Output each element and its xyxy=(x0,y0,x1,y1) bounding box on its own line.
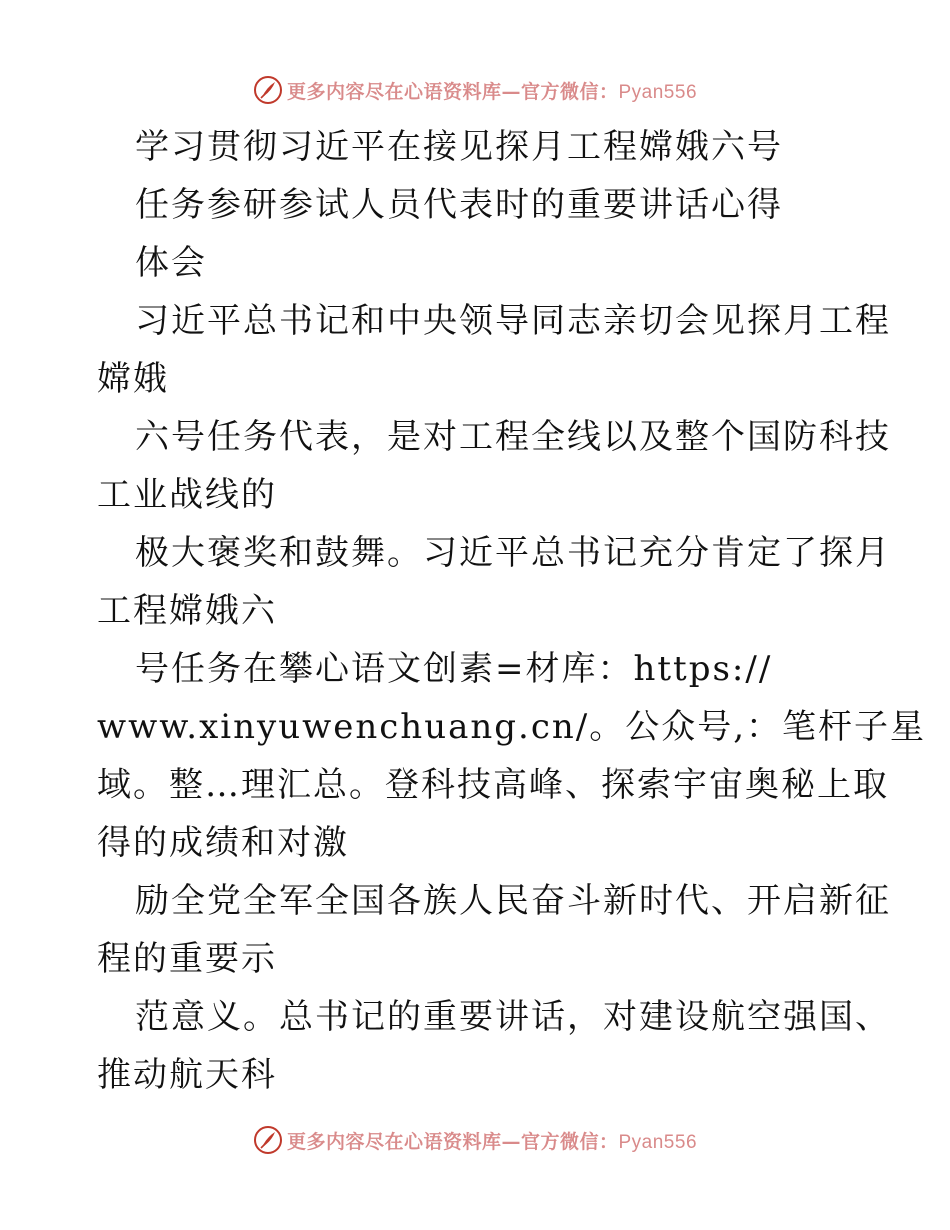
footer-banner xyxy=(0,1120,950,1160)
text-line: 习近平总书记和中央领导同志亲切会见探月工程 xyxy=(135,301,891,341)
text-line: 推动航天科 xyxy=(97,1055,277,1095)
text-line: 励全党全军全国各族人民奋斗新时代、开启新征 xyxy=(135,881,891,921)
text-line: 域。整…理汇总。登科技高峰、探索宇宙奥秘上取 xyxy=(97,765,889,805)
header-banner xyxy=(0,70,950,110)
footer-wechat-id: Pyan556 xyxy=(618,1131,698,1153)
text-line: 号任务在攀心语文创素=材库：https:// xyxy=(135,649,773,689)
header-wechat-id: Pyan556 xyxy=(618,81,698,103)
header-banner-text: 更多内容尽在心语资料库—官方微信：Pyan556 xyxy=(286,80,698,103)
text-line: 程的重要示 xyxy=(97,939,277,979)
text-line: 得的成绩和对激 xyxy=(97,823,349,863)
text-line: www.xinyuwenchuang.cn/。公众号,：笔杆子星 xyxy=(97,707,927,747)
quill-pen-icon xyxy=(253,75,283,105)
quill-pen-icon xyxy=(253,1125,283,1155)
text-line: 六号任务代表，是对工程全线以及整个国防科技 xyxy=(135,417,891,457)
text-line: 任务参研参试人员代表时的重要讲话心得 xyxy=(135,185,783,225)
text-line: 工程嫦娥六 xyxy=(97,591,277,631)
document-body xyxy=(97,118,927,1104)
text-line: 学习贯彻习近平在接见探月工程嫦娥六号 xyxy=(135,127,783,167)
text-line: 极大褒奖和鼓舞。习近平总书记充分肯定了探月 xyxy=(135,533,891,573)
text-line: 体会 xyxy=(135,243,207,283)
text-line: 范意义。总书记的重要讲话，对建设航空强国、 xyxy=(135,997,891,1037)
text-line: 嫦娥 xyxy=(97,359,169,399)
footer-banner-text: 更多内容尽在心语资料库—官方微信：Pyan556 xyxy=(286,1130,698,1153)
text-line: 工业战线的 xyxy=(97,475,277,515)
